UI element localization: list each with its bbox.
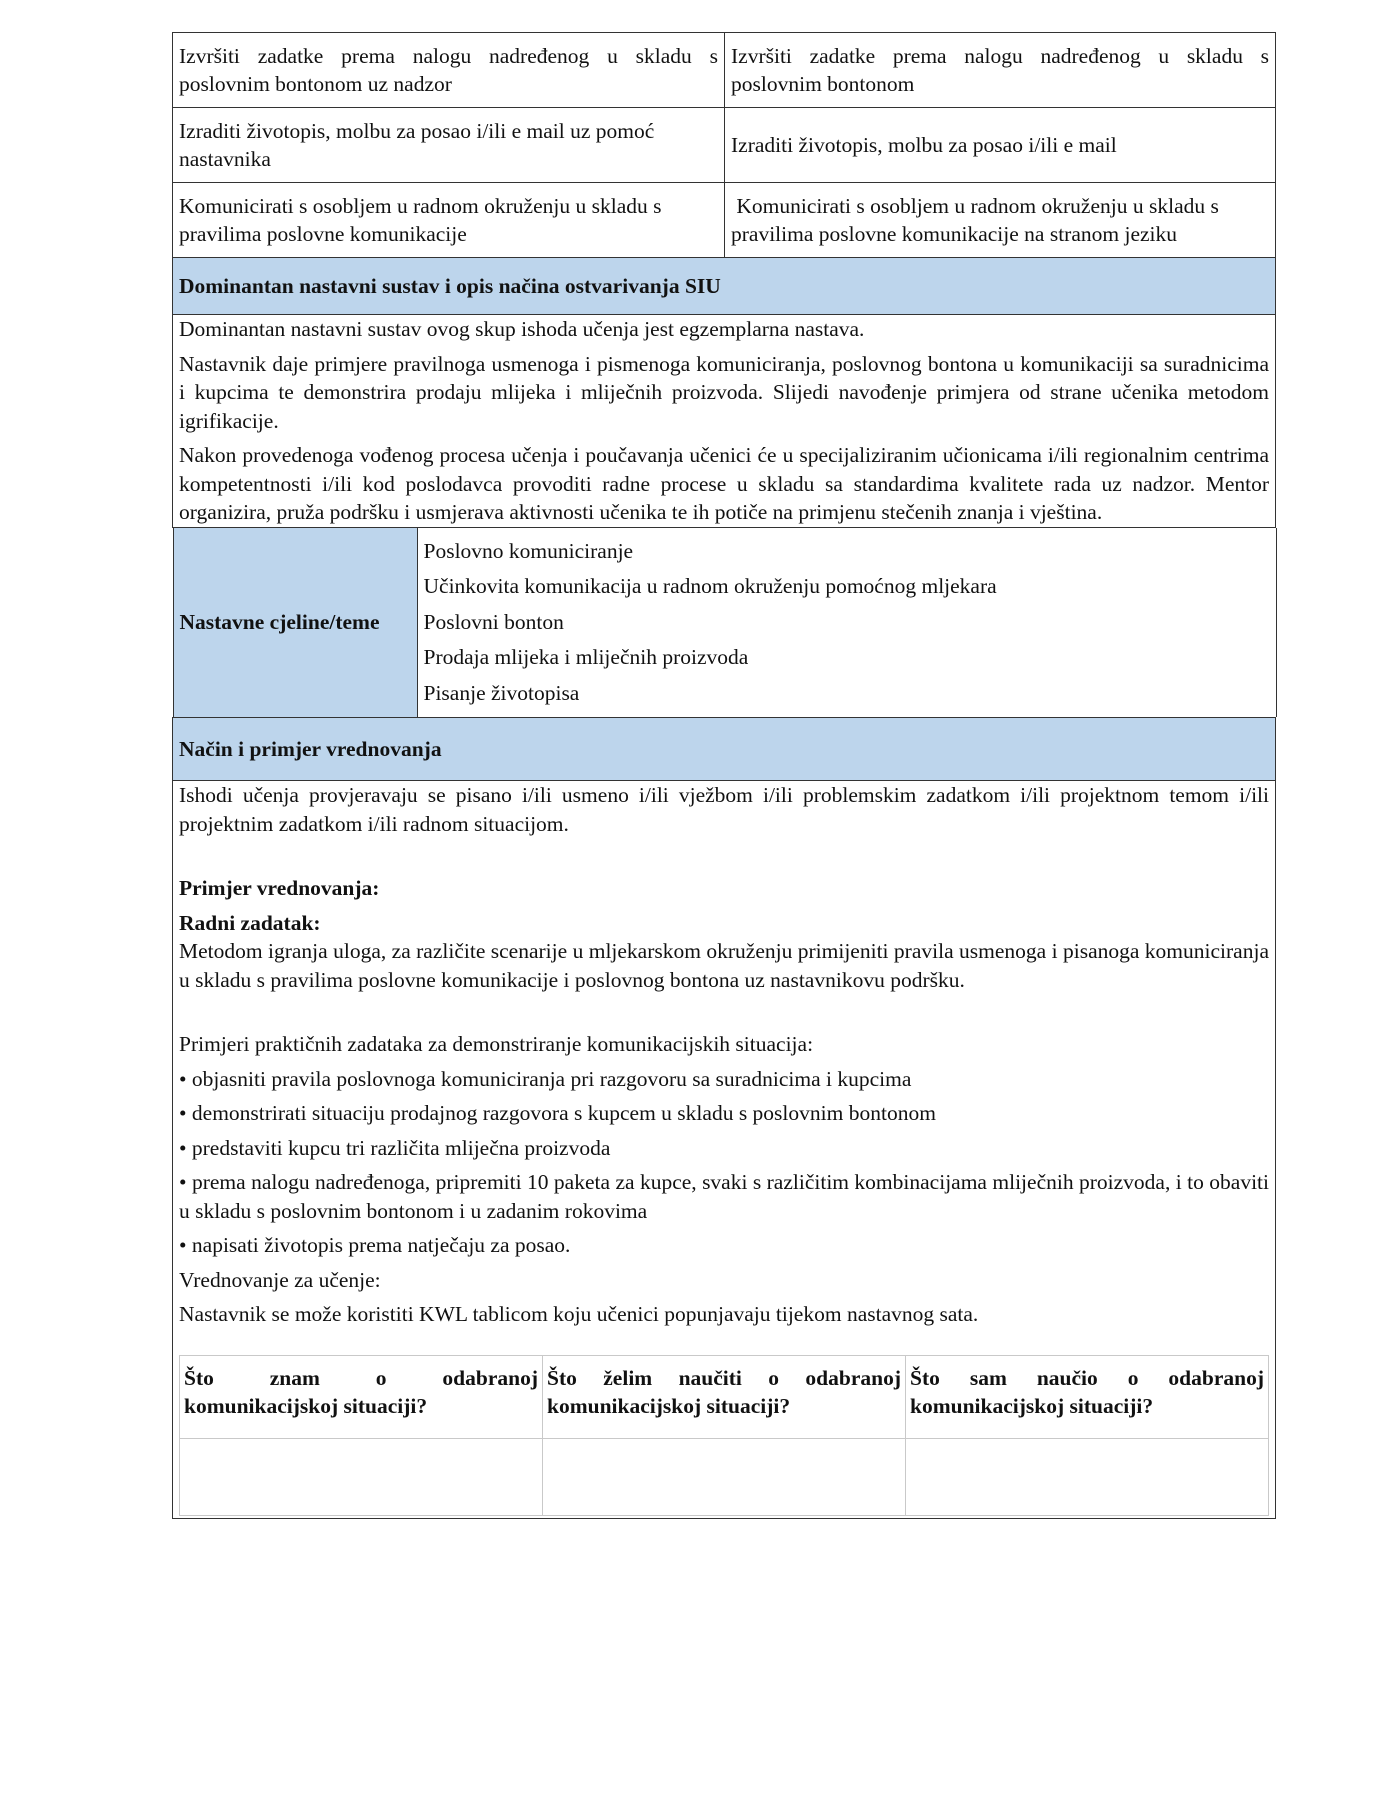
curriculum-table — [172, 32, 1276, 1519]
topics-label: Nastavne cjeline/teme — [173, 528, 417, 718]
evaluation-intro: Ishodi učenja provjeravaju se pisano i/ili usmeno i/ili vježbom i/ili problemskim zadatkom i/ili projektnom temom i/ili projektnim zadatkom i/ili radnom situacijom. — [179, 783, 1269, 836]
bullet-item: • napisati životopis prema natječaju za posao. — [179, 1233, 571, 1257]
topic-item: Učinkovita komunikacija u radnom okruženju pomoćnog mljekara — [423, 574, 997, 598]
section-header-row — [173, 258, 1276, 315]
kwl-header-want: Što želim naučiti o odabranoj komunikacijskoj situaciji? — [543, 1355, 906, 1438]
topics-table — [173, 528, 1277, 718]
description-row — [173, 315, 1276, 528]
table-row — [173, 33, 1276, 108]
document-page — [172, 32, 1276, 1519]
topic-item: Poslovni bonton — [423, 609, 564, 634]
assessment-for-learning-text: Nastavnik se može koristiti KWL tablicom koju učenici popunjavaju tijekom nastavnog sata. — [179, 1302, 979, 1326]
outcome-cell-left: Izraditi životopis, molbu za posao i/ili e mail uz pomoć nastavnika — [173, 108, 725, 183]
task-text: Metodom igranja uloga, za različite scenarije u mljekarskom okruženju primijeniti pravila usmenoga i pisanoga komuniciranja u skladu s pravilima poslovne komunikacije i poslovnog bontona uz nastavnikovu podršku. — [179, 939, 1269, 992]
table-row — [173, 108, 1276, 183]
kwl-cell-want[interactable] — [543, 1438, 906, 1515]
outcome-cell-right: Izraditi životopis, molbu za posao i/ili e mail — [725, 108, 1276, 183]
kwl-header-row — [180, 1355, 1269, 1438]
kwl-header-know: Što znam o odabranoj komunikacijskoj situaciji? — [180, 1355, 543, 1438]
outcome-cell-left: Izvršiti zadatke prema nalogu nadređenog u skladu s poslovnim bontonom uz nadzor — [173, 33, 725, 108]
table-row — [173, 183, 1276, 258]
task-label: Radni zadatak: — [179, 910, 321, 935]
outcome-cell-right: Izvršiti zadatke prema nalogu nadređenog u skladu s poslovnim bontonom — [725, 33, 1276, 108]
topic-item: Prodaja mlijeka i mliječnih proizvoda — [423, 645, 749, 669]
paragraph: Nakon provedenoga vođenog procesa učenja i poučavanja učenici će u specijaliziranim učionicama i/ili regionalnim centrima kompetentnosti i/ili kod poslodavca provoditi radne procese u skladu sa standardima kvalitete rada uz nadzor. Mentor organizira, pruža podršku i usmjerava aktivnosti učenika te ih potiče na primjenu stečenih znanja i vještina. — [179, 443, 1269, 524]
example-label: Primjer vrednovanja: — [179, 876, 380, 900]
kwl-cell-learned[interactable] — [906, 1438, 1269, 1515]
paragraph: Dominantan nastavni sustav ovog skup ishoda učenja jest egzemplarna nastava. — [179, 317, 865, 341]
outcome-cell-right: Komunicirati s osobljem u radnom okruženju u skladu s pravilima poslovne komunikacije na stranom jeziku — [725, 183, 1276, 258]
description-cell — [173, 315, 1276, 528]
kwl-header-learned: Što sam naučio o odabranoj komunikacijskoj situaciji? — [906, 1355, 1269, 1438]
topics-row — [173, 527, 1276, 718]
bullet-item: • demonstrirati situaciju prodajnog razgovora s kupcem u skladu s poslovnim bontonom — [179, 1101, 936, 1125]
section-heading-vrednovanje: Način i primjer vrednovanja — [173, 718, 1276, 781]
paragraph: Nastavnik daje primjere pravilnoga usmenoga i pismenoga komuniciranja, poslovnog bontona u komunikaciji sa suradnicima i kupcima te demonstrira prodaju mlijeka i mliječnih proizvoda. Slijedi navođenje primjera od strane učenika metodom igrifikacije. — [179, 351, 1269, 433]
topic-item: Poslovno komuniciranje — [423, 538, 634, 563]
kwl-cell-know[interactable] — [180, 1438, 543, 1515]
topic-item: Pisanje životopisa — [423, 680, 580, 705]
evaluation-row — [173, 781, 1276, 1519]
examples-intro: Primjeri praktičnih zadataka za demonstriranje komunikacijskih situacija: — [179, 1032, 814, 1056]
bullet-item: • predstaviti kupcu tri različita mliječna proizvoda — [179, 1135, 611, 1160]
topics-wrapper — [173, 527, 1276, 718]
outcome-cell-left: Komunicirati s osobljem u radnom okruženju u skladu s pravilima poslovne komunikacije — [173, 183, 725, 258]
topics-list — [417, 528, 1276, 718]
section-heading-dominantan: Dominantan nastavni sustav i opis načina ostvarivanja SIU — [173, 258, 1276, 315]
assessment-for-learning-label: Vrednovanje za učenje: — [179, 1267, 381, 1292]
bullet-item: • prema nalogu nadređenoga, pripremiti 10 paketa za kupce, svaki s različitim kombinacijama mliječnih proizvoda, i to obaviti u skladu s poslovnim bontonom i u zadanim rokovima — [179, 1170, 1269, 1223]
kwl-table — [179, 1355, 1269, 1516]
evaluation-cell — [173, 781, 1276, 1519]
bullet-item: • objasniti pravila poslovnoga komuniciranja pri razgovoru sa suradnicima i kupcima — [179, 1066, 912, 1091]
kwl-body-row — [180, 1438, 1269, 1515]
section-header-row — [173, 718, 1276, 781]
